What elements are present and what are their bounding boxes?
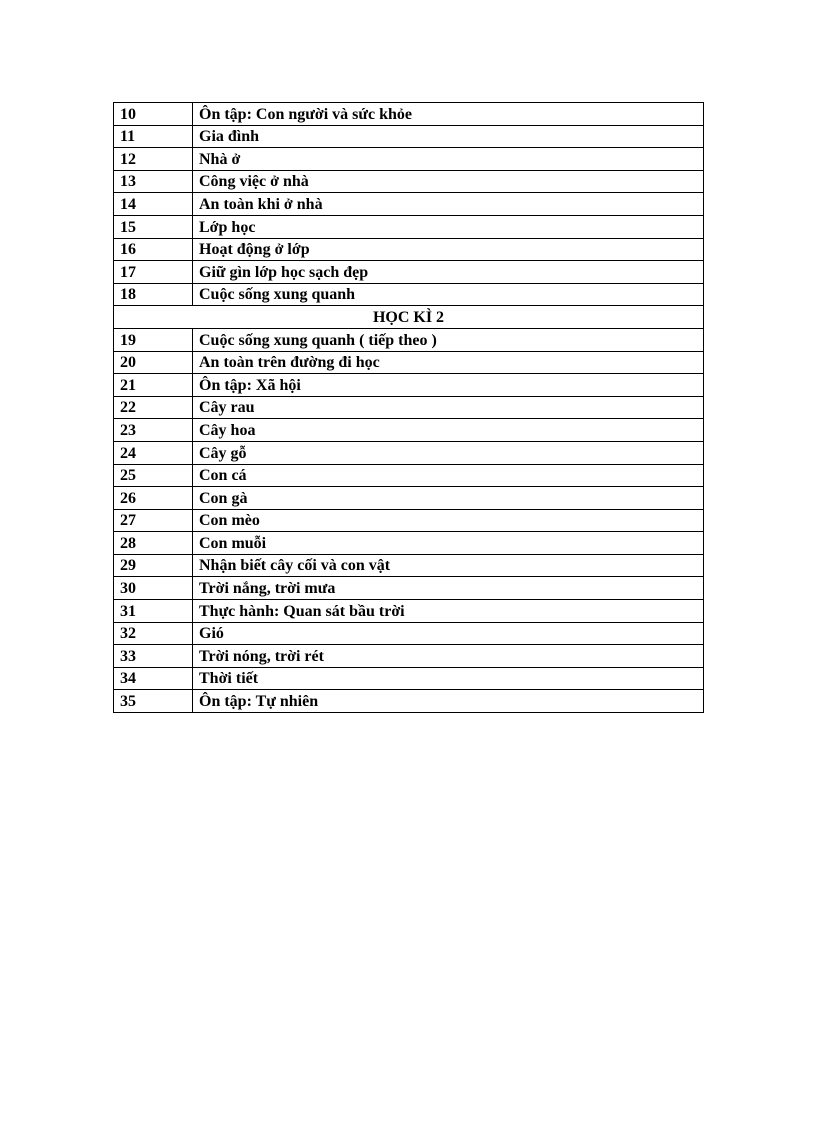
lesson-title: Ôn tập: Tự nhiên bbox=[193, 690, 704, 713]
lesson-title: Ôn tập: Xã hội bbox=[193, 374, 704, 397]
lesson-number: 25 bbox=[114, 464, 193, 487]
table-row bbox=[114, 283, 704, 306]
table-row bbox=[114, 441, 704, 464]
lesson-title: Gia đình bbox=[193, 125, 704, 148]
table-row bbox=[114, 261, 704, 284]
section-heading: HỌC KÌ 2 bbox=[114, 306, 704, 329]
lesson-number: 21 bbox=[114, 374, 193, 397]
table-row bbox=[114, 148, 704, 171]
table-row bbox=[114, 645, 704, 668]
lesson-number: 20 bbox=[114, 351, 193, 374]
lesson-number: 31 bbox=[114, 600, 193, 623]
table-row bbox=[114, 577, 704, 600]
lesson-number: 17 bbox=[114, 261, 193, 284]
table-row bbox=[114, 351, 704, 374]
table-row bbox=[114, 103, 704, 126]
lesson-number: 18 bbox=[114, 283, 193, 306]
table-row bbox=[114, 125, 704, 148]
table-row bbox=[114, 600, 704, 623]
lesson-title: Cây gỗ bbox=[193, 441, 704, 464]
table-row bbox=[114, 554, 704, 577]
lesson-title: Trời nắng, trời mưa bbox=[193, 577, 704, 600]
lesson-title: Hoạt động ở lớp bbox=[193, 238, 704, 261]
lesson-number: 22 bbox=[114, 396, 193, 419]
lesson-number: 11 bbox=[114, 125, 193, 148]
lesson-number: 30 bbox=[114, 577, 193, 600]
table-row bbox=[114, 215, 704, 238]
lesson-number: 10 bbox=[114, 103, 193, 126]
lesson-title: Gió bbox=[193, 622, 704, 645]
table-row bbox=[114, 690, 704, 713]
lesson-title: Thực hành: Quan sát bầu trời bbox=[193, 600, 704, 623]
lesson-title: Nhà ở bbox=[193, 148, 704, 171]
table-row bbox=[114, 328, 704, 351]
lesson-number: 34 bbox=[114, 667, 193, 690]
lesson-table bbox=[113, 102, 704, 713]
table-row bbox=[114, 396, 704, 419]
lesson-number: 12 bbox=[114, 148, 193, 171]
lesson-title: Cuộc sống xung quanh bbox=[193, 283, 704, 306]
lesson-number: 14 bbox=[114, 193, 193, 216]
lesson-title: Ôn tập: Con người và sức khỏe bbox=[193, 103, 704, 126]
lesson-title: Cây rau bbox=[193, 396, 704, 419]
lesson-number: 29 bbox=[114, 554, 193, 577]
lesson-number: 24 bbox=[114, 441, 193, 464]
lesson-number: 33 bbox=[114, 645, 193, 668]
lesson-number: 27 bbox=[114, 509, 193, 532]
lesson-number: 13 bbox=[114, 170, 193, 193]
lesson-title: An toàn khi ở nhà bbox=[193, 193, 704, 216]
section-row bbox=[114, 306, 704, 329]
lesson-title: Lớp học bbox=[193, 215, 704, 238]
lesson-title: Cây hoa bbox=[193, 419, 704, 442]
lesson-title: Giữ gìn lớp học sạch đẹp bbox=[193, 261, 704, 284]
lesson-number: 26 bbox=[114, 487, 193, 510]
table-row bbox=[114, 667, 704, 690]
table-row bbox=[114, 532, 704, 555]
lesson-title: Thời tiết bbox=[193, 667, 704, 690]
table-row bbox=[114, 622, 704, 645]
lesson-table-body bbox=[114, 103, 704, 713]
lesson-title: Con gà bbox=[193, 487, 704, 510]
table-row bbox=[114, 170, 704, 193]
table-row bbox=[114, 509, 704, 532]
lesson-number: 15 bbox=[114, 215, 193, 238]
lesson-number: 19 bbox=[114, 328, 193, 351]
lesson-number: 23 bbox=[114, 419, 193, 442]
table-row bbox=[114, 374, 704, 397]
table-row bbox=[114, 193, 704, 216]
lesson-title: An toàn trên đường đi học bbox=[193, 351, 704, 374]
lesson-title: Cuộc sống xung quanh ( tiếp theo ) bbox=[193, 328, 704, 351]
lesson-number: 16 bbox=[114, 238, 193, 261]
lesson-number: 32 bbox=[114, 622, 193, 645]
lesson-title: Con cá bbox=[193, 464, 704, 487]
lesson-number: 28 bbox=[114, 532, 193, 555]
lesson-title: Công việc ở nhà bbox=[193, 170, 704, 193]
table-row bbox=[114, 238, 704, 261]
lesson-number: 35 bbox=[114, 690, 193, 713]
lesson-title: Trời nóng, trời rét bbox=[193, 645, 704, 668]
lesson-title: Con muỗi bbox=[193, 532, 704, 555]
lesson-title: Nhận biết cây cối và con vật bbox=[193, 554, 704, 577]
table-row bbox=[114, 419, 704, 442]
lesson-title: Con mèo bbox=[193, 509, 704, 532]
table-row bbox=[114, 464, 704, 487]
table-row bbox=[114, 487, 704, 510]
